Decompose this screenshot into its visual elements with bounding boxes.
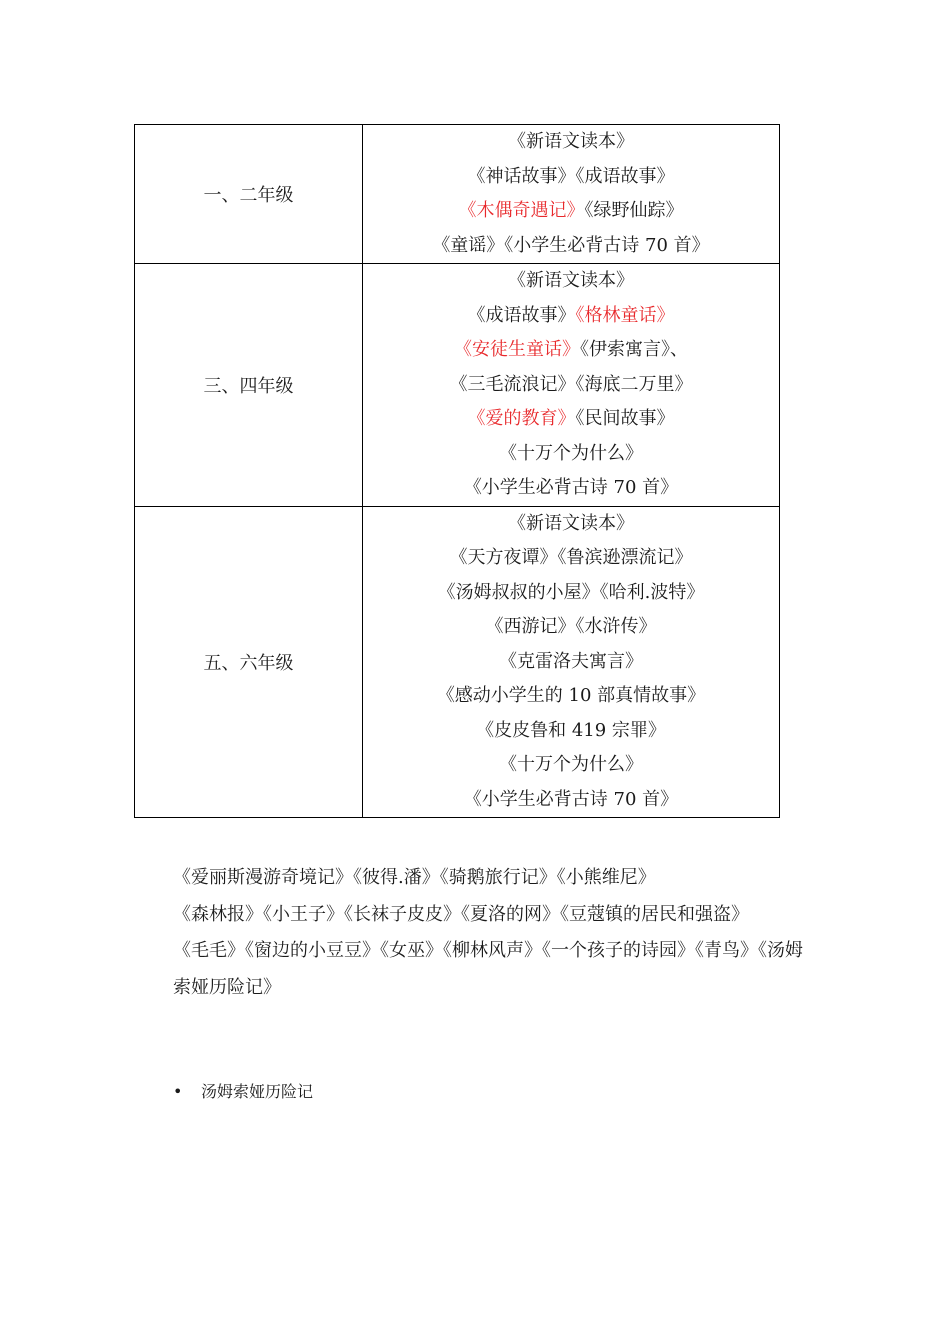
book-line [363, 194, 779, 229]
book-line [363, 610, 779, 645]
bullet-text: 汤姆索娅历险记 [201, 1082, 314, 1101]
book-line [363, 125, 779, 160]
grade-label: 五、六年级 [135, 506, 363, 818]
highlighted-book-title: 《木偶奇遇记》 [458, 200, 585, 221]
extra-line: 索娅历险记》 [173, 976, 281, 998]
book-line [363, 645, 779, 680]
book-line [363, 714, 779, 749]
book-title: 《神话故事》《成语故事》 [467, 165, 675, 187]
book-title: 《克雷洛夫寓言》 [499, 650, 643, 672]
book-title: 《十万个为什么》 [499, 442, 643, 464]
book-line [363, 471, 779, 506]
book-list-cell [363, 264, 780, 507]
additional-book-list [173, 860, 813, 1006]
book-title: 《西游记》《水浒传》 [485, 616, 657, 637]
book-line [363, 299, 779, 334]
highlighted-book-title: 《爱的教育》 [467, 408, 576, 429]
book-line [363, 402, 779, 437]
book-line [363, 507, 779, 542]
book-title: 《童谣》《小学生必背古诗 70 首》 [432, 234, 710, 256]
reading-list-table [134, 124, 780, 818]
grade-row [135, 264, 780, 507]
grade-row [135, 506, 780, 818]
book-list-cell [363, 125, 780, 264]
book-title: 《新语文读本》 [508, 512, 634, 534]
book-line [363, 160, 779, 195]
book-title: 《民间故事》 [575, 408, 675, 429]
book-line [363, 783, 779, 818]
book-line [363, 333, 779, 368]
book-title: 《皮皮鲁和 419 宗罪》 [476, 719, 666, 741]
book-line [363, 576, 779, 611]
book-line [363, 748, 779, 783]
book-line [363, 368, 779, 403]
book-title: 《绿野仙踪》 [584, 200, 684, 221]
extra-line: 《爱丽斯漫游奇境记》《彼得.潘》《骑鹅旅行记》《小熊维尼》 [173, 867, 656, 888]
grade-label: 一、二年级 [135, 125, 363, 264]
book-line [363, 437, 779, 472]
extra-line: 《毛毛》《窗边的小豆豆》《女巫》《柳林风声》《一个孩子的诗园》《青鸟》《汤姆 [173, 940, 803, 961]
book-title: 《感动小学生的 10 部真情故事》 [436, 685, 706, 706]
book-title: 《十万个为什么》 [499, 754, 643, 775]
highlighted-book-title: 《格林童话》 [575, 304, 675, 326]
bullet-list-item [173, 1080, 313, 1104]
book-title: 《新语文读本》 [508, 131, 634, 152]
book-line [363, 229, 779, 264]
grade-row [135, 125, 780, 264]
book-line [363, 679, 779, 714]
bullet-icon: • [173, 1082, 183, 1101]
book-title: 《汤姆叔叔的小屋》《哈利.波特》 [437, 581, 705, 603]
book-title: 《新语文读本》 [508, 270, 634, 291]
book-title: 《伊索寓言》、 [580, 339, 688, 360]
highlighted-book-title: 《安徒生童话》 [454, 339, 580, 360]
book-list-cell [363, 506, 780, 818]
grade-label: 三、四年级 [135, 264, 363, 507]
book-line [363, 541, 779, 576]
book-title: 《小学生必背古诗 70 首》 [463, 477, 679, 498]
book-title: 《小学生必背古诗 70 首》 [463, 788, 679, 810]
book-title: 《三毛流浪记》《海底二万里》 [449, 373, 693, 395]
book-title: 《成语故事》 [467, 304, 576, 326]
book-line [363, 264, 779, 299]
extra-line: 《森林报》《小王子》《长袜子皮皮》《夏洛的网》《豆蔻镇的居民和强盗》 [173, 903, 749, 925]
book-title: 《天方夜谭》《鲁滨逊漂流记》 [449, 547, 693, 568]
